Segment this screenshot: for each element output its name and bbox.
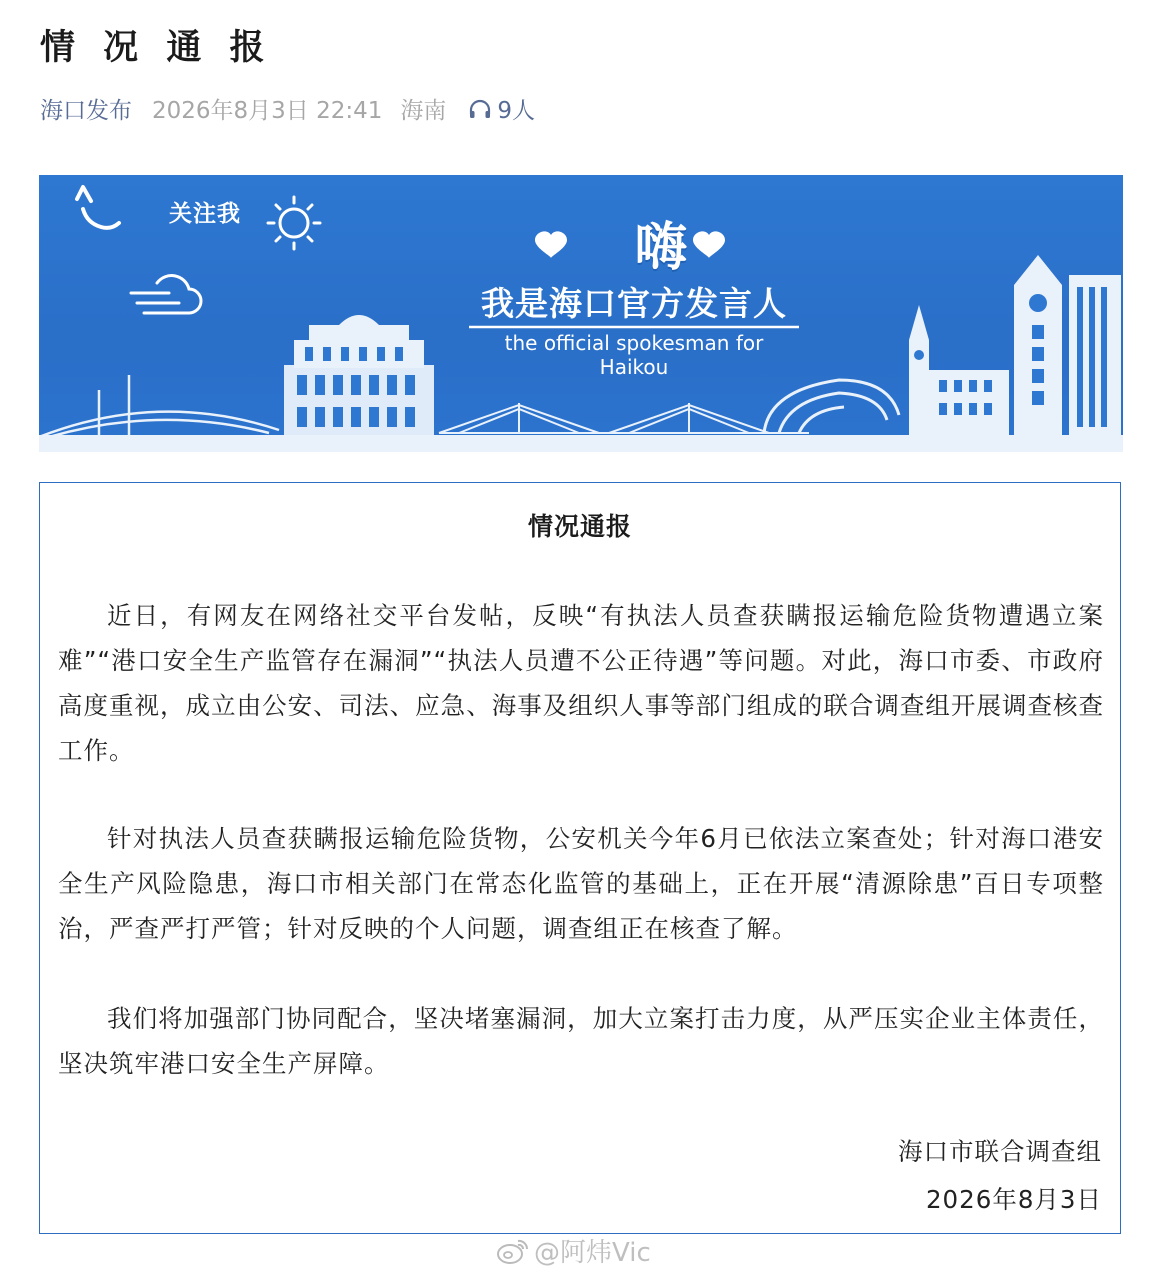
notice-box <box>39 482 1121 1234</box>
notice-signature: 海口市联合调查组 <box>898 1137 1102 1166</box>
weibo-icon <box>496 1237 530 1265</box>
listen-count: 9人 <box>497 98 536 124</box>
banner-hi: 嗨 <box>635 218 688 278</box>
listen-count-button[interactable] <box>468 92 535 125</box>
notice-signature-date: 2026年8月3日 <box>925 1185 1102 1214</box>
header-banner <box>39 175 1123 452</box>
banner-subheading: the official spokesman for Haikou <box>504 331 764 379</box>
publish-date: 2026年8月3日 22:41 <box>152 98 383 124</box>
notice-paragraph-1: 近日，有网友在网络社交平台发帖，反映“有执法人员查获瞒报运输危险货物遭遇立案难”“港口安全生产监管存在漏洞”“执法人员遭不公正待遇”等问题。对此，海口市委、市政府高度重视，成立由公安、司法、应急、海事及组织人事等部门组成的联合调查组开展调查核查工作。 <box>58 601 1104 765</box>
notice-paragraph-3: 我们将加强部门协同配合，坚决堵塞漏洞，加大立案打击力度，从严压实企业主体责任，坚决筑牢港口安全生产屏障。 <box>58 1004 1104 1078</box>
account-name-link[interactable]: 海口发布 <box>40 98 132 124</box>
banner-follow-label: 关注我 <box>169 201 241 227</box>
watermark <box>496 1232 651 1269</box>
headphones-icon <box>468 98 492 120</box>
notice-title: 情况通报 <box>527 512 632 541</box>
notice-paragraph-2: 针对执法人员查获瞒报运输危险货物，公安机关今年6月已依法立案查处；针对海口港安全生产风险隐患，海口市相关部门在常态化监管的基础上，正在开展“清源除患”百日专项整治，严查严打严管；针对反映的个人问题，调查组正在核查了解。 <box>58 824 1104 943</box>
banner-heading: 我是海口官方发言人 <box>481 284 787 323</box>
article-meta <box>40 92 535 125</box>
article-title: 情 况 通 报 <box>40 28 273 68</box>
publish-region: 海南 <box>400 98 447 124</box>
watermark-text: @阿炜Vic <box>534 1238 651 1268</box>
